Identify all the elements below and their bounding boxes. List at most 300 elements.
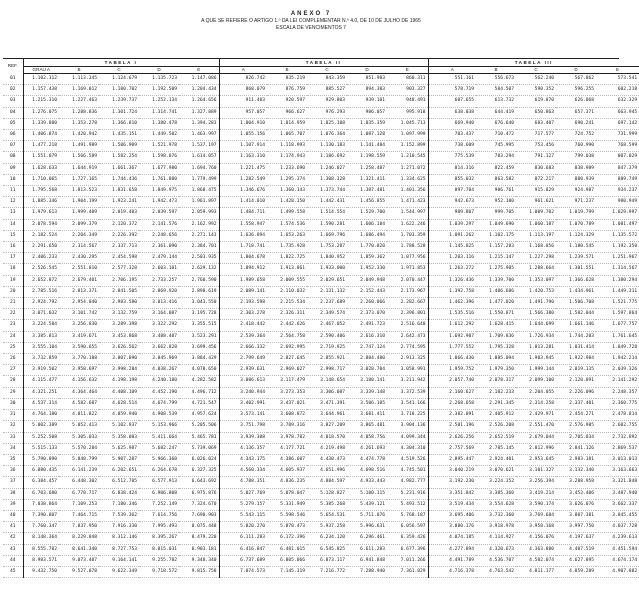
value-cell: 1.097.999	[387, 130, 428, 141]
value-cell: 3.919.502	[23, 365, 59, 376]
value-cell: 1.795.568	[23, 186, 59, 197]
value-cell: 2.160.627	[428, 387, 476, 398]
value-cell: 2.954.040	[59, 298, 99, 309]
value-cell: 2.652.519	[476, 432, 516, 443]
table-row	[3, 488, 639, 499]
value-cell: 2.049.948	[347, 275, 387, 286]
value-cell: 2.616.310	[347, 331, 387, 342]
value-cell: 6.643.692	[179, 477, 219, 488]
value-cell: 1.677.980	[139, 163, 179, 174]
value-cell: 1.204.434	[179, 85, 219, 96]
value-cell: 3.681.411	[347, 410, 387, 421]
value-cell: 7.361.829	[387, 566, 428, 577]
value-cell: 6.141.239	[59, 466, 99, 477]
table-row	[3, 421, 639, 432]
value-cell: 4.859.940	[99, 410, 139, 421]
value-cell: 1.484.711	[219, 208, 267, 219]
value-cell: 5.598.546	[267, 510, 307, 521]
value-cell: 4.304.310	[387, 443, 428, 454]
ref-cell: 26	[3, 354, 23, 365]
column-header: E	[179, 67, 219, 74]
value-cell: 2.382.091	[428, 410, 476, 421]
value-cell: 1.449.502	[139, 130, 179, 141]
value-cell: 4.261.693	[347, 443, 387, 454]
value-cell: 1.065.707	[267, 130, 307, 141]
value-cell: 2.855.921	[307, 354, 347, 365]
value-cell: 1.904.199	[59, 197, 99, 208]
value-cell: 2.430.295	[59, 253, 99, 264]
tabela-1-header: TABELA I	[23, 59, 219, 67]
value-cell: 4.197.637	[556, 533, 596, 544]
value-cell: 1.566.589	[59, 152, 99, 163]
value-cell: 1.849.728	[596, 342, 639, 353]
value-cell: 1.180.702	[99, 85, 139, 96]
value-cell: 4.058.756	[347, 432, 387, 443]
value-cell: 6.873.117	[307, 555, 347, 566]
value-cell: 807.029	[596, 152, 639, 163]
value-cell: 6.545.825	[307, 544, 347, 555]
value-cell: 1.506.909	[99, 141, 139, 152]
value-cell: 920.597	[267, 96, 307, 107]
value-cell: 1.387.481	[347, 186, 387, 197]
value-cell: 1.999.144	[516, 365, 556, 376]
value-cell: 2.705.834	[556, 432, 596, 443]
value-cell: 7.011.266	[387, 555, 428, 566]
value-cell: 4.074.185	[428, 533, 476, 544]
value-cell: 5.153.966	[139, 421, 179, 432]
value-cell: 843.359	[307, 74, 347, 85]
value-cell: 1.145.825	[428, 242, 476, 253]
value-cell: 2.813.371	[59, 286, 99, 297]
value-cell: 6.172.396	[267, 533, 307, 544]
value-cell: 5.439.121	[347, 499, 387, 510]
value-cell: 3.590.174	[516, 499, 556, 510]
value-cell: 2.757.569	[428, 443, 476, 454]
value-cell: 4.277.894	[428, 544, 476, 555]
value-cell: 3.195.728	[179, 309, 219, 320]
value-cell: 644.419	[476, 107, 516, 118]
value-cell: 2.226.096	[556, 387, 596, 398]
value-cell: 2.551.810	[59, 264, 99, 275]
ref-cell: 04	[3, 107, 23, 118]
value-cell: 3.807.890	[99, 354, 139, 365]
value-cell: 690.241	[556, 118, 596, 129]
value-cell: 4.198.198	[99, 376, 139, 387]
value-cell: 1.849.975	[139, 186, 179, 197]
value-cell: 3.978.782	[267, 432, 307, 443]
value-cell: 3.224.584	[23, 320, 59, 331]
value-cell: 980.949	[596, 197, 639, 208]
value-cell: 2.120.372	[99, 219, 139, 230]
value-cell: 1.566.380	[516, 309, 556, 320]
value-cell: 3.224.152	[476, 477, 516, 488]
value-cell: 2.998.717	[307, 365, 347, 376]
value-cell: 1.537.197	[179, 141, 219, 152]
value-cell: 3.644.961	[307, 410, 347, 421]
grau-a-header	[23, 67, 59, 74]
value-cell: 966.627	[267, 107, 307, 118]
value-cell: 1.180.545	[556, 242, 596, 253]
value-cell: 2.526.208	[476, 421, 516, 432]
value-cell: 1.477.020	[476, 298, 516, 309]
value-cell: 2.785.516	[23, 286, 59, 297]
ref-cell: 40	[3, 510, 23, 521]
ref-cell: 22	[3, 309, 23, 320]
value-cell: 1.163.310	[219, 152, 267, 163]
value-cell: 2.337.401	[556, 398, 596, 409]
value-cell: 3.732.859	[23, 354, 59, 365]
value-cell: 6.703.680	[23, 488, 59, 499]
value-cell: 3.488.407	[139, 331, 179, 342]
ref-cell: 42	[3, 533, 23, 544]
value-cell: 1.055.156	[219, 130, 267, 141]
value-cell: 2.799.649	[219, 354, 267, 365]
value-cell: 1.118.993	[267, 141, 307, 152]
value-cell: 8.727.753	[99, 544, 139, 555]
value-cell: 8.229.848	[59, 533, 99, 544]
ref-cell: 37	[3, 477, 23, 488]
value-cell: 3.904.136	[387, 421, 428, 432]
ref-cell: 29	[3, 387, 23, 398]
value-cell: 1.491.790	[516, 298, 556, 309]
ref-cell: 12	[3, 197, 23, 208]
value-cell: 1.414.010	[219, 197, 267, 208]
value-cell: 3.321.848	[596, 477, 639, 488]
value-cell: 872.217	[516, 174, 556, 185]
value-cell: 2.406.233	[23, 253, 59, 264]
ref-cell: 45	[3, 566, 23, 577]
value-cell: 1.442.431	[307, 197, 347, 208]
value-cell: 2.590.406	[307, 331, 347, 342]
value-cell: 7.038.864	[23, 499, 59, 510]
value-cell: 1.597.864	[596, 309, 639, 320]
value-cell: 1.102.312	[23, 74, 59, 85]
value-cell: 8.395.267	[139, 533, 179, 544]
ref-cell: 05	[3, 118, 23, 129]
value-cell: 1.885.346	[23, 197, 59, 208]
value-cell: 3.419.671	[59, 331, 99, 342]
table-row	[3, 264, 639, 275]
value-cell: 1.831.414	[556, 342, 596, 353]
value-cell: 1.979.613	[23, 208, 59, 219]
value-cell: 6.296.461	[347, 533, 387, 544]
table-row	[3, 219, 639, 230]
value-cell: 1.420.753	[516, 286, 556, 297]
value-cell: 7.180.346	[99, 499, 139, 510]
value-cell: 1.147.086	[179, 74, 219, 85]
value-cell: 1.753.287	[307, 242, 347, 253]
value-cell: 7.464.715	[59, 510, 99, 521]
value-cell: 3.695.406	[428, 510, 476, 521]
ref-cell: 03	[3, 96, 23, 107]
value-cell: 3.789.316	[267, 421, 307, 432]
value-cell: 2.812.996	[516, 443, 556, 454]
value-cell: 1.521.978	[139, 141, 179, 152]
value-cell: 3.662.337	[596, 499, 639, 510]
value-cell: 885.527	[307, 85, 347, 96]
value-cell: 2.467.052	[307, 320, 347, 331]
value-cell: 1.612.292	[428, 320, 476, 331]
value-cell: 1.152.899	[387, 141, 428, 152]
value-cell: 5.465.781	[179, 432, 219, 443]
ref-cell: 01	[3, 74, 23, 85]
value-cell: 1.804.678	[219, 253, 267, 264]
value-cell: 1.942.214	[596, 354, 639, 365]
table-row	[3, 230, 639, 241]
value-cell: 1.628.633	[23, 163, 59, 174]
value-cell: 578.719	[428, 85, 476, 96]
value-cell: 1.288.664	[516, 264, 556, 275]
value-cell: 1.049.690	[476, 219, 516, 230]
value-cell: 1.192.350	[596, 242, 639, 253]
value-cell: 1.186.692	[307, 152, 347, 163]
annex-title: ANEXO 7	[290, 11, 332, 17]
value-cell: 2.226.392	[99, 230, 139, 241]
value-cell: 1.661.146	[556, 320, 596, 331]
value-cell: 1.004.910	[219, 118, 267, 129]
column-header: B	[59, 67, 99, 74]
value-cell: 602.218	[596, 85, 639, 96]
value-cell: 2.078.317	[476, 376, 516, 387]
value-cell: 1.233.690	[267, 163, 307, 174]
ref-cell: 44	[3, 555, 23, 566]
value-cell: 4.627.895	[556, 555, 596, 566]
table-row	[3, 74, 639, 85]
value-cell: 562.240	[516, 74, 556, 85]
value-cell: 5.002.389	[23, 421, 59, 432]
value-cell: 4.114.927	[476, 533, 516, 544]
value-cell: 2.173.967	[387, 286, 428, 297]
value-cell: 6.234.120	[307, 533, 347, 544]
column-header: B	[476, 67, 516, 74]
value-cell: 835.219	[267, 74, 307, 85]
value-cell: 1.535.516	[428, 309, 476, 320]
value-cell: 2.539.364	[219, 331, 267, 342]
ref-cell: 41	[3, 522, 23, 533]
value-cell: 4.519.526	[387, 454, 428, 465]
value-cell: 1.198.559	[347, 152, 387, 163]
value-cell: 1.380.478	[139, 118, 179, 129]
value-cell: 2.110.032	[267, 286, 307, 297]
salary-scale-label: ESCALA DE VENCIMENTOS 7	[276, 25, 346, 31]
value-cell: 6.202.651	[99, 466, 139, 477]
value-cell: 2.204.349	[59, 230, 99, 241]
value-cell: 1.221.475	[219, 163, 267, 174]
value-cell: 1.462.396	[428, 298, 476, 309]
value-cell: 1.885.094	[476, 354, 516, 365]
value-cell: 2.983.181	[556, 454, 596, 465]
value-cell: 9.527.078	[59, 566, 99, 577]
value-cell: 3.322.292	[139, 320, 179, 331]
value-cell: 3.918.978	[476, 522, 516, 533]
value-cell: 3.101.742	[59, 309, 99, 320]
value-cell: 3.289.398	[99, 320, 139, 331]
table-row	[3, 432, 639, 443]
value-cell: 2.501.196	[428, 421, 476, 432]
value-cell: 607.655	[428, 96, 476, 107]
value-cell: 7.288.940	[347, 566, 387, 577]
value-cell: 1.989.658	[219, 275, 267, 286]
value-cell: 8.148.364	[23, 533, 59, 544]
table-row	[3, 331, 639, 342]
value-cell: 3.541.166	[387, 398, 428, 409]
value-cell: 863.582	[476, 174, 516, 185]
value-cell: 1.499.558	[267, 208, 307, 219]
value-cell: 1.959.752	[428, 365, 476, 376]
value-cell: 1.227.298	[516, 253, 556, 264]
value-cell: 1.735.928	[267, 242, 307, 253]
value-cell: 3.732.360	[476, 510, 516, 521]
value-cell: 1.029.997	[596, 208, 639, 219]
value-cell: 4.982.777	[387, 477, 428, 488]
value-cell: 650.863	[516, 107, 556, 118]
value-cell: 894.383	[347, 85, 387, 96]
value-cell: 2.503.935	[179, 253, 219, 264]
value-cell: 2.652.872	[23, 275, 59, 286]
value-cell: 3.958.168	[516, 522, 556, 533]
value-cell: 1.124.679	[99, 74, 139, 85]
value-cell: 1.744.203	[556, 331, 596, 342]
value-cell: 1.271.072	[387, 163, 428, 174]
value-cell: 1.168.856	[516, 242, 556, 253]
value-cell: 876.759	[267, 85, 307, 96]
value-cell: 6.770.717	[59, 488, 99, 499]
value-cell: 3.070.621	[476, 466, 516, 477]
value-cell: 5.937.258	[307, 522, 347, 533]
value-cell: 838.989	[556, 163, 596, 174]
value-cell: 989.807	[428, 208, 476, 219]
value-cell: 3.288.958	[556, 477, 596, 488]
ref-cell: 30	[3, 398, 23, 409]
value-cell: 1.653.263	[267, 230, 307, 241]
value-cell: 7.145.319	[267, 566, 307, 577]
value-cell: 929.803	[307, 96, 347, 107]
value-cell: 8.983.571	[23, 555, 59, 566]
value-cell: 3.117.479	[267, 376, 307, 387]
value-cell: 2.953.645	[516, 454, 556, 465]
value-cell: 4.811.822	[59, 410, 99, 421]
value-cell: 6.416.847	[219, 544, 267, 555]
value-cell: 3.865.481	[347, 421, 387, 432]
value-cell: 1.551.079	[23, 152, 59, 163]
value-cell: 999.705	[476, 208, 516, 219]
value-cell: 1.550.871	[476, 309, 516, 320]
value-cell: 1.326.436	[428, 275, 476, 286]
column-header: C	[99, 67, 139, 74]
value-cell: 2.373.070	[347, 309, 387, 320]
value-cell: 995.918	[387, 107, 428, 118]
column-header: A	[219, 67, 267, 74]
column-header: C	[307, 67, 347, 74]
value-cell: 5.570.284	[59, 443, 99, 454]
value-cell: 2.939.631	[219, 365, 267, 376]
value-cell: 3.043.550	[179, 298, 219, 309]
value-cell: 2.396.801	[387, 309, 428, 320]
value-cell: 2.019.135	[556, 365, 596, 376]
value-cell: 2.841.126	[556, 443, 596, 454]
value-cell: 1.169.012	[59, 85, 99, 96]
value-cell: 4.582.687	[59, 398, 99, 409]
ref-cell: 28	[3, 376, 23, 387]
value-cell: 4.364.464	[59, 387, 99, 398]
value-cell: 1.866.430	[428, 354, 476, 365]
value-cell: 2.603.101	[139, 264, 179, 275]
table-row	[3, 555, 639, 566]
value-cell: 1.406.686	[476, 286, 516, 297]
value-cell: 710.472	[476, 130, 516, 141]
value-cell: 1.521.775	[596, 298, 639, 309]
value-cell: 9.432.750	[23, 566, 59, 577]
value-cell: 4.537.314	[23, 398, 59, 409]
value-cell: 2.841.505	[99, 286, 139, 297]
table-row	[3, 376, 639, 387]
ref-cell: 16	[3, 242, 23, 253]
value-cell: 942.673	[428, 197, 476, 208]
value-cell: 632.329	[596, 96, 639, 107]
value-cell: 1.726.934	[516, 331, 556, 342]
value-cell: 1.353.097	[516, 275, 556, 286]
value-cell: 2.827.645	[267, 354, 307, 365]
value-cell: 1.544.997	[387, 208, 428, 219]
ref-cell: 09	[3, 163, 23, 174]
value-cell: 1.035.359	[347, 118, 387, 129]
value-cell: 2.747.124	[347, 342, 387, 353]
value-cell: 2.429.971	[516, 410, 556, 421]
table-row	[3, 130, 639, 141]
value-cell: 8.075.448	[179, 522, 219, 533]
value-cell: 2.384.701	[179, 242, 219, 253]
value-cell: 1.456.855	[347, 197, 387, 208]
value-cell: 1.840.952	[307, 253, 347, 264]
table-row	[3, 85, 639, 96]
value-cell: 2.303.278	[219, 309, 267, 320]
value-cell: 3.385.813	[23, 331, 59, 342]
value-cell: 4.038.267	[139, 365, 179, 376]
table-row	[3, 96, 639, 107]
value-cell: 1.174.943	[267, 152, 307, 163]
value-cell: 1.070.789	[556, 219, 596, 230]
value-cell: 7.216.772	[307, 566, 347, 577]
value-cell: 5.102.937	[99, 421, 139, 432]
value-cell: 7.109.253	[59, 499, 99, 510]
value-cell: 2.924.401	[476, 454, 516, 465]
value-cell: 4.282.582	[179, 376, 219, 387]
value-cell: 1.471.423	[387, 197, 428, 208]
value-cell: 1.923.241	[99, 197, 139, 208]
value-cell: 1.777.552	[428, 342, 476, 353]
value-cell: 4.651.996	[307, 466, 347, 477]
value-cell: 4.716.378	[428, 566, 476, 577]
value-cell: 697.142	[596, 118, 639, 129]
value-cell: 6.906.808	[139, 488, 179, 499]
value-cell: 4.239.613	[596, 533, 639, 544]
value-cell: 2.237.689	[307, 298, 347, 309]
table-row	[3, 275, 639, 286]
value-cell: 5.739.069	[179, 443, 219, 454]
value-cell: 567.862	[556, 74, 596, 85]
value-cell: 3.554.628	[476, 499, 516, 510]
value-cell: 3.086.613	[219, 376, 267, 387]
value-cell: 9.255.782	[139, 555, 179, 566]
value-cell: 573.541	[596, 74, 639, 85]
tabela-2-header: TABELA II	[219, 59, 428, 67]
value-cell: 5.625.987	[99, 443, 139, 454]
table-row	[3, 566, 639, 577]
value-cell: 1.157.438	[23, 85, 59, 96]
ref-cell: 23	[3, 320, 23, 331]
value-cell: 2.454.598	[99, 253, 139, 264]
value-cell: 1.264.656	[179, 96, 219, 107]
